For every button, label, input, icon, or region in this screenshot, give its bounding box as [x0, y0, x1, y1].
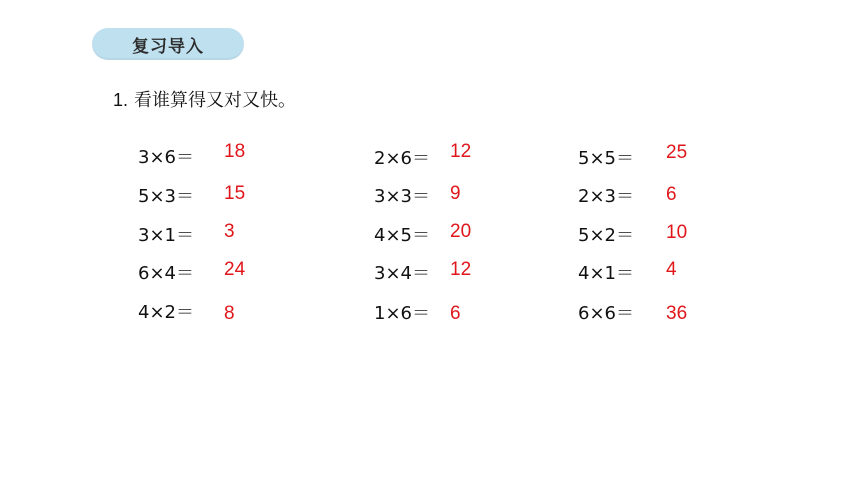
problem-expression: 3×6＝	[138, 147, 194, 168]
problem-answer: 18	[224, 141, 246, 162]
problem-expression: 3×4＝	[374, 263, 430, 284]
problem-expression: 2×6＝	[374, 148, 430, 169]
section-badge-label: 复习导入	[132, 36, 204, 57]
problem-expression: 6×6＝	[578, 303, 634, 324]
problem-answer: 12	[450, 141, 472, 162]
problem-answer: 6	[666, 184, 677, 205]
problem-expression: 5×2＝	[578, 225, 634, 246]
problem-answer: 36	[666, 303, 688, 324]
question-text: 看谁算得又对又快。	[134, 90, 297, 111]
problem-expression: 4×1＝	[578, 263, 634, 284]
problem-answer: 10	[666, 222, 688, 243]
question-heading	[113, 86, 296, 112]
problem-answer: 3	[224, 221, 235, 242]
problem-expression: 3×1＝	[138, 225, 194, 246]
problem-expression: 1×6＝	[374, 303, 430, 324]
problem-answer: 15	[224, 183, 246, 204]
problem-expression: 4×2＝	[138, 302, 194, 323]
problem-answer: 9	[450, 183, 461, 204]
problem-answer: 6	[450, 303, 461, 324]
problem-expression: 5×5＝	[578, 148, 634, 169]
section-badge	[92, 28, 244, 60]
problem-expression: 2×3＝	[578, 186, 634, 207]
problem-answer: 8	[224, 303, 235, 324]
problem-answer: 20	[450, 221, 472, 242]
problem-answer: 24	[224, 259, 246, 280]
question-number: 1.	[113, 90, 129, 110]
problem-expression: 6×4＝	[138, 263, 194, 284]
problem-expression: 4×5＝	[374, 225, 430, 246]
problem-answer: 4	[666, 259, 677, 280]
problem-answer: 25	[666, 142, 688, 163]
problem-expression: 3×3＝	[374, 186, 430, 207]
problem-expression: 5×3＝	[138, 186, 194, 207]
problem-answer: 12	[450, 259, 472, 280]
